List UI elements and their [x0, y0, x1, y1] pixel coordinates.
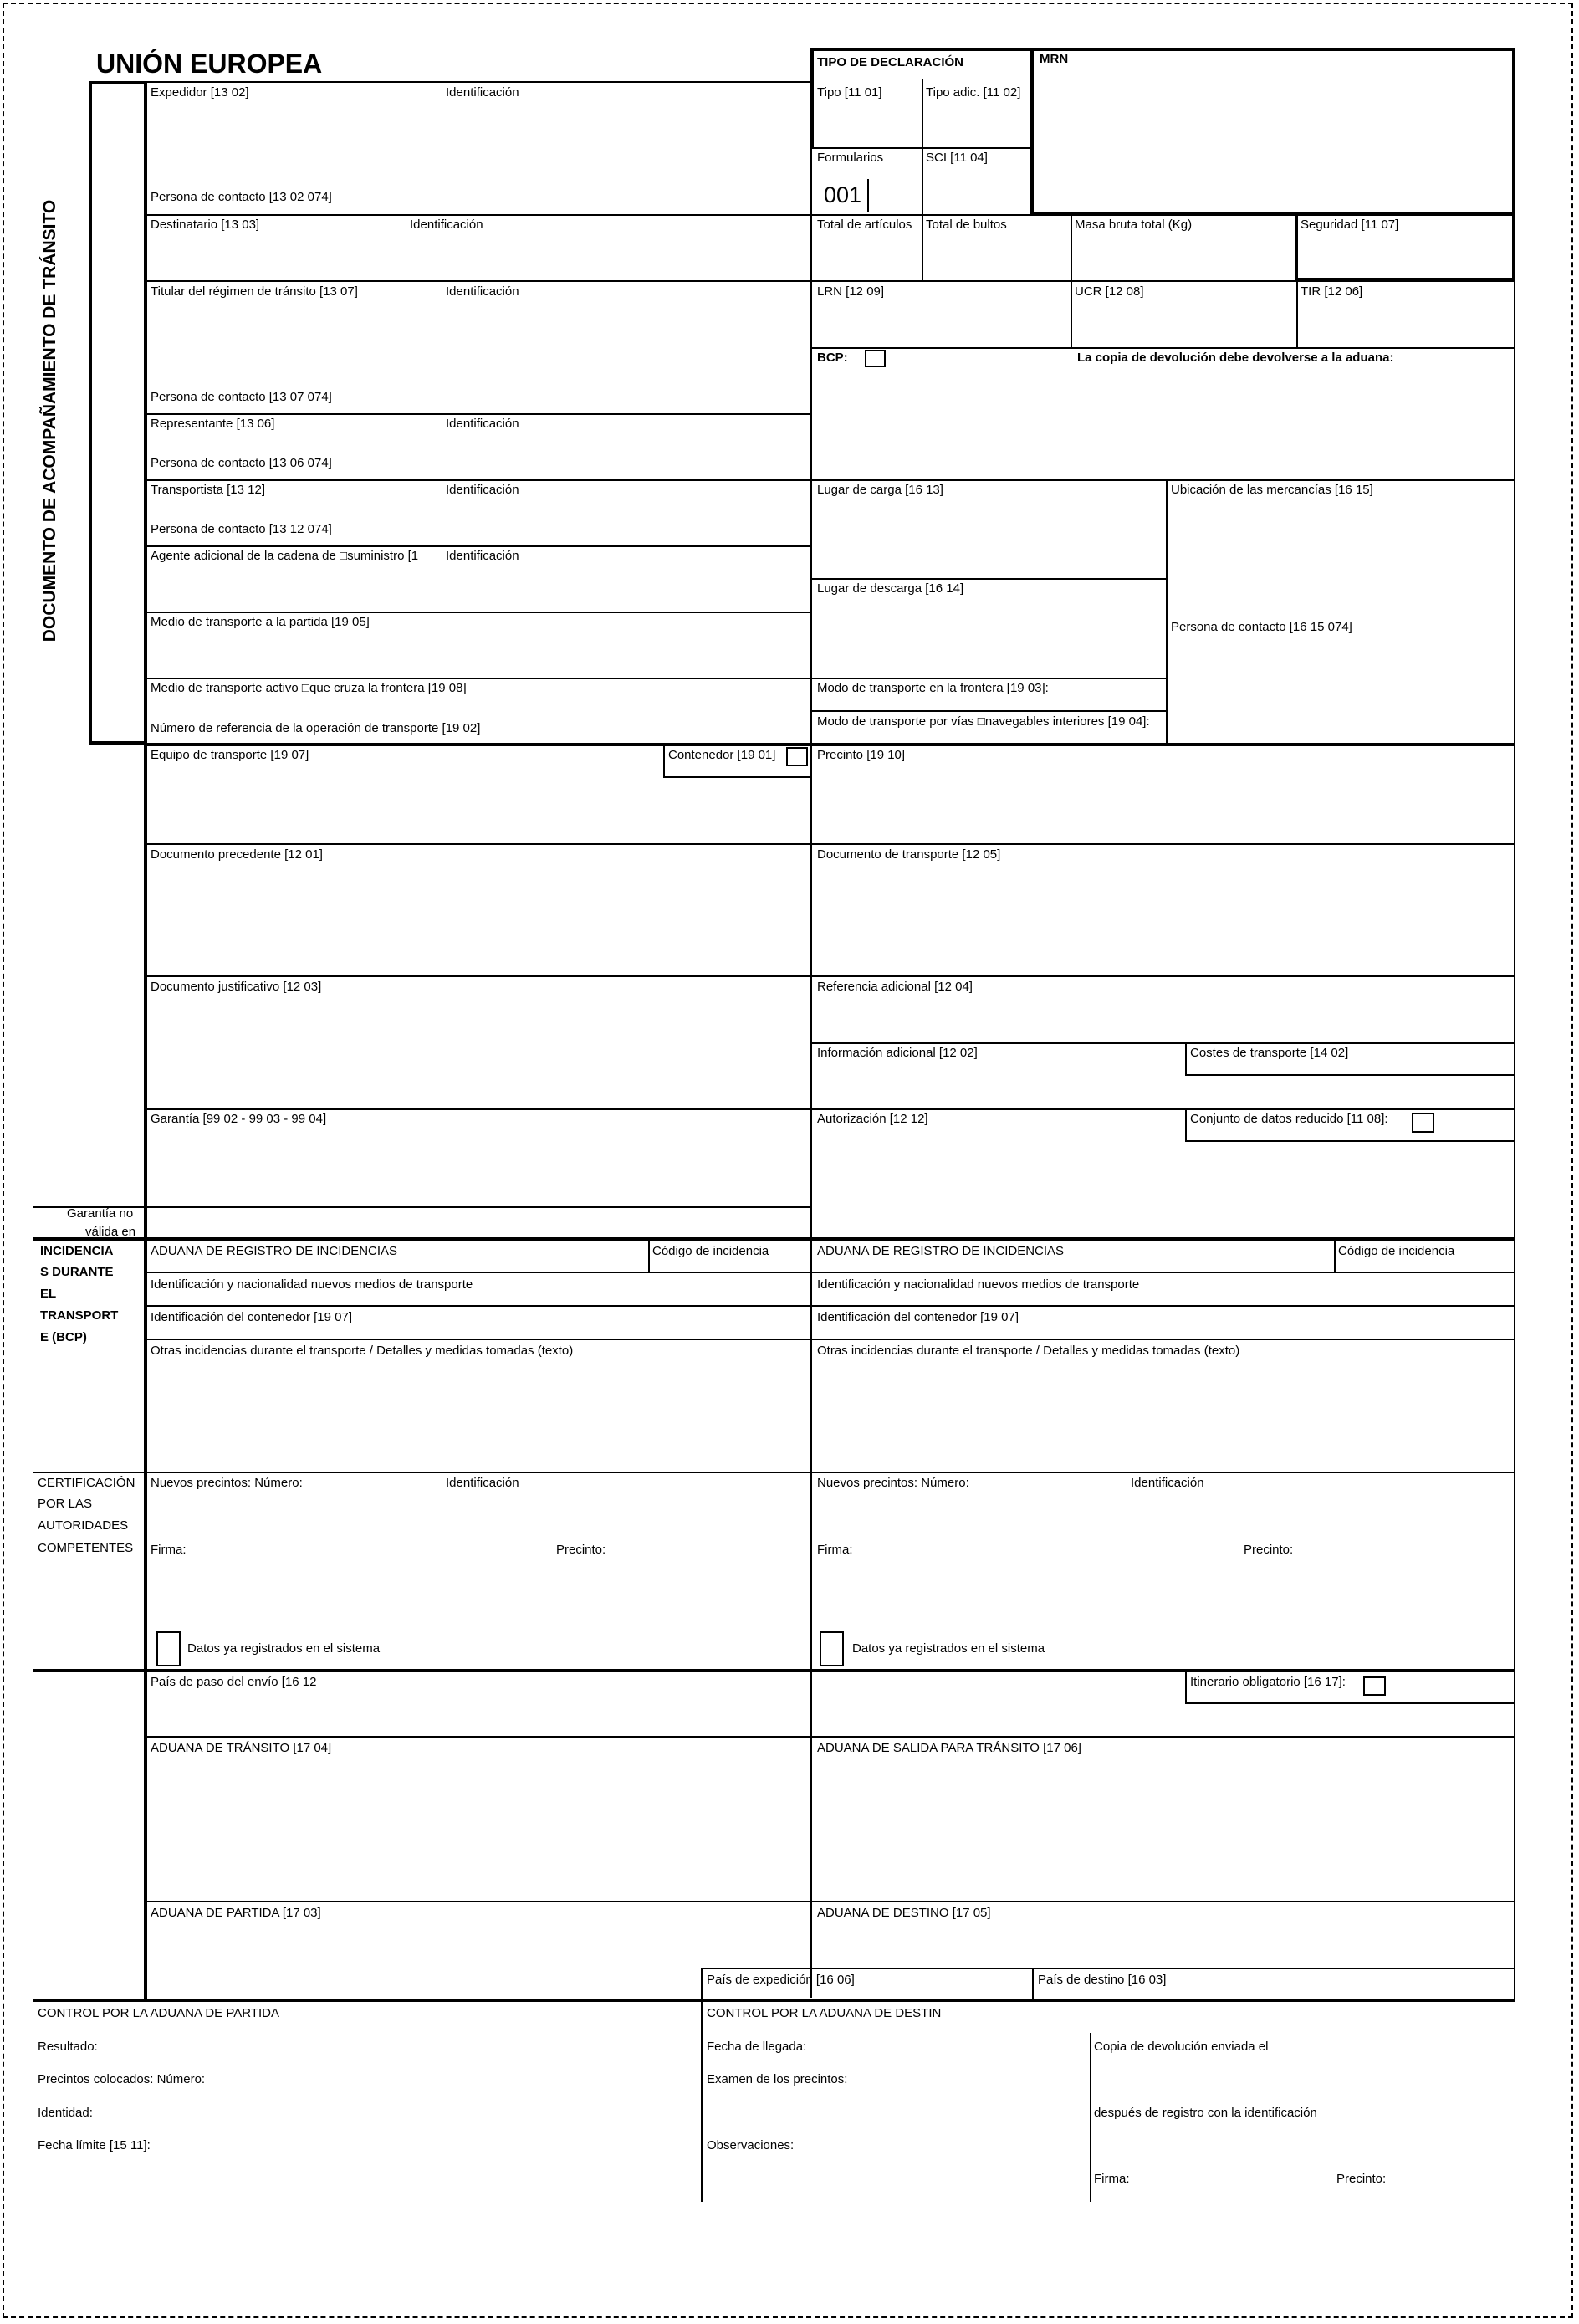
- examen-precintos-label: Examen de los precintos:: [707, 2072, 848, 2086]
- copia-enviada-label: Copia de devolución enviada el: [1094, 2040, 1269, 2054]
- lugar-carga-label: Lugar de carga [16 13]: [817, 483, 943, 497]
- total-articulos-label: Total de artículos: [817, 218, 912, 232]
- copia-devolucion-label: La copia de devolución debe devolverse a la aduana:: [1077, 351, 1394, 365]
- titular-identificacion: Identificación: [446, 284, 519, 299]
- control-partida-title: CONTROL POR LA ADUANA DE PARTIDA: [38, 2006, 279, 2020]
- contenedor-id-left: Identificación del contenedor [19 07]: [151, 1310, 353, 1324]
- resultado-label: Resultado:: [38, 2040, 98, 2054]
- expedidor-identificacion: Identificación: [446, 85, 519, 100]
- pais-destino-label: País de destino [16 03]: [1038, 1973, 1167, 1987]
- modo-frontera-label: Modo de transporte en la frontera [19 03]:: [817, 681, 1049, 695]
- doc-precedente-label: Documento precedente [12 01]: [151, 847, 323, 862]
- cert-identificacion-left: Identificación: [446, 1476, 519, 1490]
- cert-firma-right: Firma:: [817, 1543, 853, 1557]
- sci-label: SCI [11 04]: [926, 151, 988, 165]
- bcp-checkbox[interactable]: [865, 350, 886, 367]
- total-bultos-label: Total de bultos: [926, 218, 1007, 232]
- certificacion-side-1: CERTIFICACIÓN: [38, 1476, 135, 1490]
- control-precinto-label: Precinto:: [1336, 2172, 1387, 2186]
- masa-bruta-label: Masa bruta total (Kg): [1075, 218, 1193, 232]
- formularios-label: Formularios: [817, 151, 884, 165]
- certificacion-side-4: COMPETENTES: [38, 1541, 134, 1555]
- datos-registrados-left: Datos ya registrados en el sistema: [187, 1641, 381, 1656]
- doc-justificativo-label: Documento justificativo [12 03]: [151, 980, 322, 994]
- datos-registrados-right: Datos ya registrados en el sistema: [852, 1641, 1045, 1656]
- bcp-label: BCP:: [817, 351, 848, 365]
- cert-firma-left: Firma:: [151, 1543, 187, 1557]
- ucr-label: UCR [12 08]: [1075, 284, 1144, 299]
- expedidor-label: Expedidor [13 02]: [151, 85, 249, 100]
- referencia-adicional-label: Referencia adicional [12 04]: [817, 980, 973, 994]
- formularios-value: 001: [824, 182, 862, 207]
- seguridad-label: Seguridad [11 07]: [1301, 218, 1399, 232]
- tipo-adic-label: Tipo adic. [11 02]: [926, 85, 1021, 100]
- observaciones-label: Observaciones:: [707, 2138, 795, 2153]
- doc-transporte-label: Documento de transporte [12 05]: [817, 847, 1001, 862]
- control-destino-title: CONTROL POR LA ADUANA DE DESTIN: [707, 2006, 942, 2020]
- despues-registro-label: después de registro con la identificación: [1094, 2106, 1317, 2120]
- aduana-registro-left: ADUANA DE REGISTRO DE INCIDENCIAS: [151, 1244, 398, 1258]
- fecha-llegada-label: Fecha de llegada:: [707, 2040, 807, 2054]
- contacto-expedidor-label: Persona de contacto [13 02 074]: [151, 190, 332, 204]
- incidencias-side-5: E (BCP): [40, 1330, 87, 1344]
- transportista-label: Transportista [13 12]: [151, 483, 266, 497]
- itinerario-checkbox[interactable]: [1363, 1676, 1386, 1696]
- contacto-titular-label: Persona de contacto [13 07 074]: [151, 390, 332, 404]
- contenedor-checkbox[interactable]: [786, 747, 808, 766]
- transportista-identificacion: Identificación: [446, 483, 519, 497]
- medio-partida-label: Medio de transporte a la partida [19 05]: [151, 615, 370, 629]
- contacto-transportista-label: Persona de contacto [13 12 074]: [151, 522, 332, 536]
- aduana-salida-label: ADUANA DE SALIDA PARA TRÁNSITO [17 06]: [817, 1741, 1081, 1755]
- codigo-incidencia-right: Código de incidencia: [1338, 1244, 1455, 1258]
- page-title: UNIÓN EUROPEA: [96, 49, 323, 79]
- ubicacion-label: Ubicación de las mercancías [16 15]: [1171, 483, 1373, 497]
- control-firma-label: Firma:: [1094, 2172, 1130, 2186]
- garantia-no-label: Garantía no: [67, 1206, 134, 1221]
- destinatario-label: Destinatario [13 03]: [151, 218, 260, 232]
- agente-label: Agente adicional de la cadena de □suministro [1: [151, 549, 419, 563]
- side-title: DOCUMENTO DE ACOMPAÑAMIENTO DE TRÁNSITO: [40, 199, 59, 642]
- valida-en-label: válida en: [85, 1225, 136, 1239]
- nuevos-precintos-right: Nuevos precintos: Número:: [817, 1476, 969, 1490]
- cert-identificacion-right: Identificación: [1131, 1476, 1204, 1490]
- representante-label: Representante [13 06]: [151, 417, 275, 431]
- itinerario-label: Itinerario obligatorio [16 17]:: [1190, 1675, 1346, 1689]
- contacto-ubicacion-label: Persona de contacto [16 15 074]: [1171, 620, 1352, 634]
- certificacion-side-2: POR LAS: [38, 1497, 93, 1511]
- titular-label: Titular del régimen de tránsito [13 07]: [151, 284, 358, 299]
- incidencias-side-1: INCIDENCIA: [40, 1244, 114, 1258]
- lrn-label: LRN [12 09]: [817, 284, 885, 299]
- aduana-destino-label: ADUANA DE DESTINO [17 05]: [817, 1906, 991, 1920]
- aduana-partida-label: ADUANA DE PARTIDA [17 03]: [151, 1906, 321, 1920]
- numero-referencia-label: Número de referencia de la operación de transporte [19 02]: [151, 721, 481, 735]
- incidencias-side-4: TRANSPORT: [40, 1308, 119, 1323]
- cert-precinto-right: Precinto:: [1244, 1543, 1294, 1557]
- precintos-colocados-label: Precintos colocados: Número:: [38, 2072, 206, 2086]
- informacion-adicional-label: Información adicional [12 02]: [817, 1046, 978, 1060]
- contacto-representante-label: Persona de contacto [13 06 074]: [151, 456, 332, 470]
- otras-incidencias-left: Otras incidencias durante el transporte / Detalles y medidas tomadas (texto): [151, 1344, 574, 1358]
- identidad-label: Identidad:: [38, 2106, 93, 2120]
- garantia-label: Garantía [99 02 - 99 03 - 99 04]: [151, 1112, 327, 1126]
- nuevos-medios-left: Identificación y nacionalidad nuevos medios de transporte: [151, 1277, 473, 1292]
- tipo-label: Tipo [11 01]: [817, 85, 882, 100]
- aduana-registro-right: ADUANA DE REGISTRO DE INCIDENCIAS: [817, 1244, 1065, 1258]
- lugar-descarga-label: Lugar de descarga [16 14]: [817, 581, 964, 596]
- nuevos-medios-right: Identificación y nacionalidad nuevos medios de transporte: [817, 1277, 1140, 1292]
- precinto-label: Precinto [19 10]: [817, 748, 906, 762]
- medio-activo-label: Medio de transporte activo □que cruza la frontera [19 08]: [151, 681, 467, 695]
- contenedor-id-right: Identificación del contenedor [19 07]: [817, 1310, 1019, 1324]
- agente-identificacion: Identificación: [446, 549, 519, 563]
- cert-precinto-left: Precinto:: [556, 1543, 606, 1557]
- tipo-declaracion-label: TIPO DE DECLARACIÓN: [817, 55, 964, 69]
- fecha-limite-label: Fecha límite [15 11]:: [38, 2138, 151, 2153]
- contenedor-label: Contenedor [19 01]: [668, 748, 776, 762]
- modo-vias-label: Modo de transporte por vías □navegables interiores [19 04]:: [817, 714, 1150, 729]
- conjunto-reducido-checkbox[interactable]: [1412, 1113, 1434, 1133]
- datos-registrados-checkbox-right[interactable]: [820, 1631, 844, 1666]
- costes-transporte-label: Costes de transporte [14 02]: [1190, 1046, 1349, 1060]
- incidencias-side-2: S DURANTE: [40, 1265, 114, 1279]
- pais-expedicion-label: País de expedición [16 06]: [707, 1973, 855, 1987]
- autorizacion-label: Autorización [12 12]: [817, 1112, 928, 1126]
- aduana-transito-label: ADUANA DE TRÁNSITO [17 04]: [151, 1741, 332, 1755]
- codigo-incidencia-left: Código de incidencia: [652, 1244, 769, 1258]
- destinatario-identificacion: Identificación: [410, 218, 483, 232]
- pais-paso-label: País de paso del envío [16 12: [151, 1675, 317, 1689]
- nuevos-precintos-left: Nuevos precintos: Número:: [151, 1476, 303, 1490]
- datos-registrados-checkbox-left[interactable]: [156, 1631, 181, 1666]
- otras-incidencias-right: Otras incidencias durante el transporte / Detalles y medidas tomadas (texto): [817, 1344, 1240, 1358]
- incidencias-side-3: EL: [40, 1287, 57, 1301]
- equipo-label: Equipo de transporte [19 07]: [151, 748, 309, 762]
- certificacion-side-3: AUTORIDADES: [38, 1518, 129, 1533]
- tir-label: TIR [12 06]: [1301, 284, 1363, 299]
- mrn-label: MRN: [1040, 52, 1069, 66]
- conjunto-reducido-label: Conjunto de datos reducido [11 08]:: [1190, 1112, 1388, 1126]
- representante-identificacion: Identificación: [446, 417, 519, 431]
